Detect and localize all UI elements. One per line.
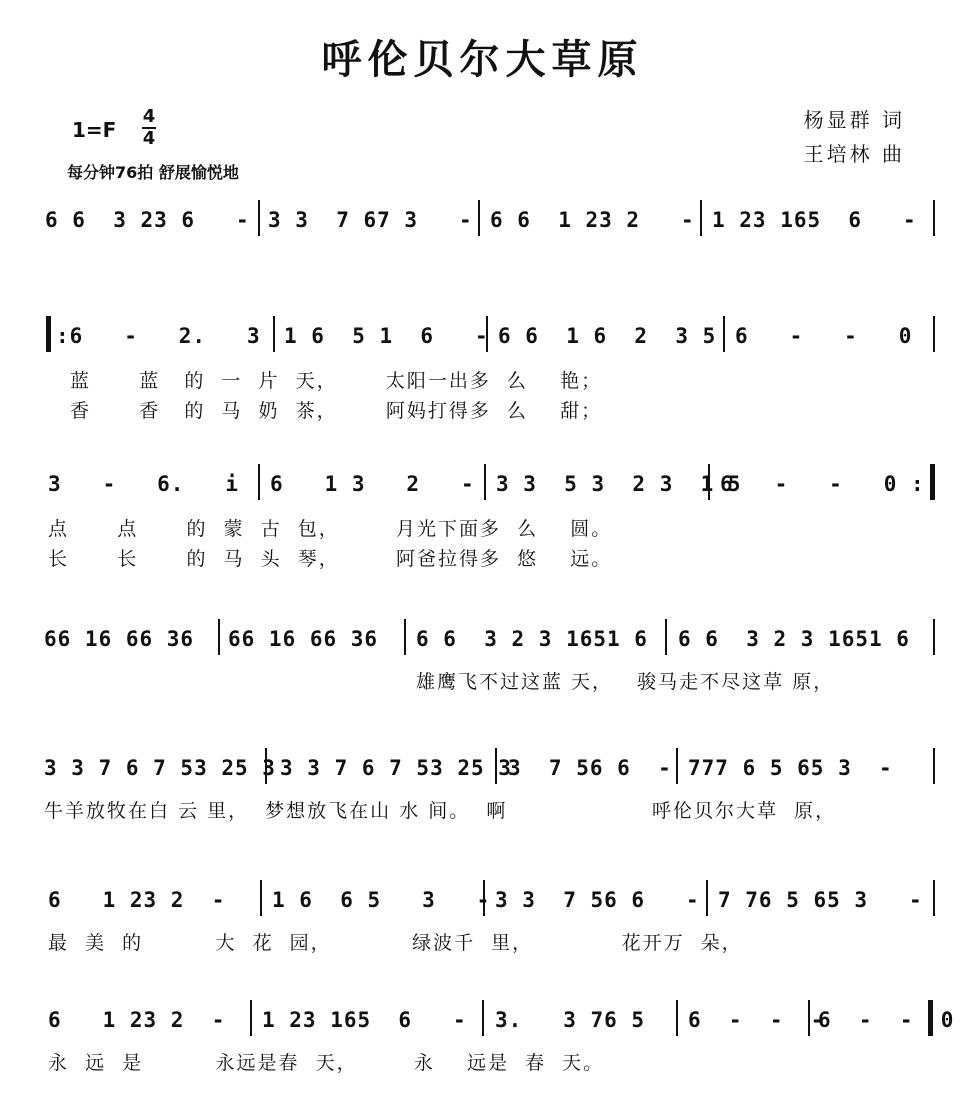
- measure: 6 6 3 23 6 -: [45, 208, 250, 232]
- measure: 6 1 23 2 -: [48, 1008, 226, 1032]
- measure: 3 3 7 6 7 53 25 3: [280, 756, 512, 780]
- lyric-line: 点 点 的 蒙 古 包， 月光下面多 么 圆。: [48, 518, 613, 540]
- lyric-line: 最 美 的 大 花 园， 绿波千 里， 花开万 朵，: [48, 932, 743, 954]
- measure: 6 - - 0 :: [720, 472, 925, 496]
- measure: 3. 3 76 5: [495, 1008, 646, 1032]
- measure: 66 16 66 36: [44, 627, 195, 651]
- measure: 6 6 3 2 3 1651 6: [416, 627, 648, 651]
- lyric-line: 牛羊放牧在白 云 里， 梦想放飞在山 水 间。 啊 呼伦贝尔大草 原，: [44, 800, 837, 822]
- measure: 3 3 5 3 2 3 1 5: [496, 472, 742, 496]
- measure: 3 - 6. i: [48, 472, 240, 496]
- measure: 1 6 5 1 6 -: [284, 324, 489, 348]
- measure: 1 23 165 6 -: [262, 1008, 467, 1032]
- measure: 3 7 56 6 -: [508, 756, 672, 780]
- measure: 1 23 165 6 -: [712, 208, 917, 232]
- time-signature: [142, 108, 156, 148]
- measure: 3 3 7 67 3 -: [268, 208, 473, 232]
- measure: 1 6 6 5 3 -: [272, 888, 491, 912]
- measure: :6 - 2. 3: [56, 324, 261, 348]
- composer-credit: 王培林 曲: [803, 142, 905, 166]
- measure: 6 - - 0: [818, 1008, 955, 1032]
- measure: 6 - - 0: [735, 324, 913, 348]
- tempo-marking: 每分钟76拍 舒展愉悦地: [67, 163, 239, 182]
- measure: 6 1 23 2 -: [48, 888, 226, 912]
- measure: 6 6 3 2 3 1651 6: [678, 627, 910, 651]
- measure: 6 6 1 6 2 3 5: [498, 324, 717, 348]
- key-signature: 1=F: [72, 118, 117, 142]
- lyric-line: 蓝 蓝 的 一 片 天， 太阳一出多 么 艳；: [70, 370, 603, 392]
- measure: 3 3 7 56 6 -: [495, 888, 700, 912]
- measure: 6 6 1 23 2 -: [490, 208, 695, 232]
- time-signature-top: 4: [142, 106, 156, 127]
- measure: 777 6 5 65 3 -: [688, 756, 893, 780]
- song-title: 呼伦贝尔大草原: [321, 36, 644, 83]
- lyric-line: 长 长 的 马 头 琴， 阿爸拉得多 悠 远。: [48, 548, 613, 570]
- lyric-line: 雄鹰飞不过这蓝 天， 骏马走不尽这草 原，: [416, 671, 835, 693]
- measure: 3 3 7 6 7 53 25 3: [44, 756, 276, 780]
- lyric-line: 香 香 的 马 奶 茶， 阿妈打得多 么 甜；: [70, 400, 603, 422]
- lyric-line: 永 远 是 永远是春 天， 永 远是 春 天。: [48, 1052, 605, 1074]
- measure: 66 16 66 36: [228, 627, 379, 651]
- time-signature-bottom: 4: [142, 128, 156, 149]
- lyricist-credit: 杨显群 词: [803, 108, 905, 132]
- measure: 6 - - -: [688, 1008, 825, 1032]
- measure: 6 1 3 2 -: [270, 472, 475, 496]
- measure: 7 76 5 65 3 -: [718, 888, 923, 912]
